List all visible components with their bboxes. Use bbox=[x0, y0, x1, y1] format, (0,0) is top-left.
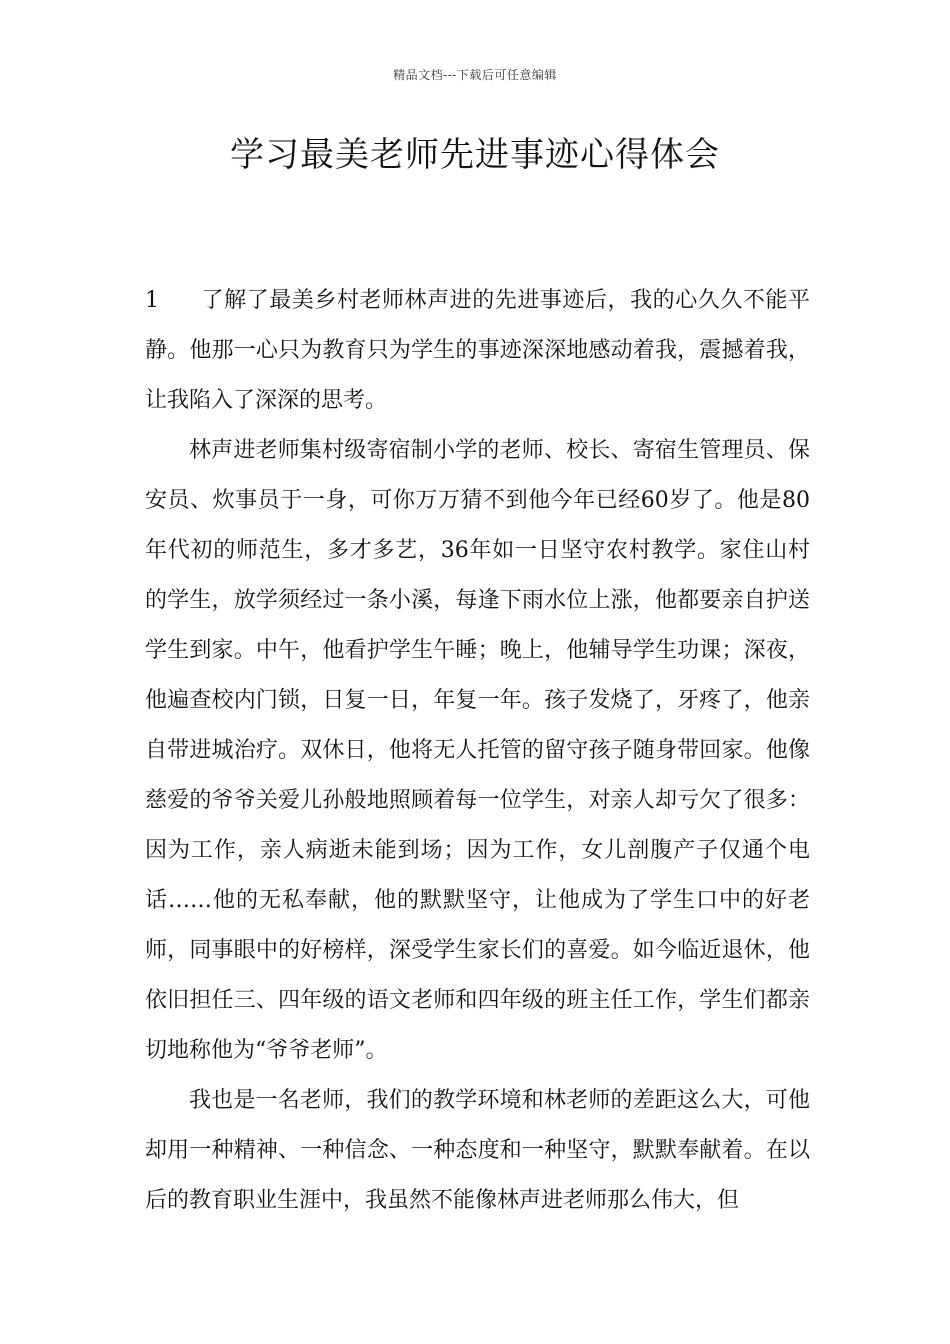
document-body bbox=[145, 276, 810, 1226]
paragraph-2 bbox=[145, 426, 810, 1076]
header-note: 精品文档---下载后可任意编辑 bbox=[393, 68, 557, 82]
paragraph-1 bbox=[145, 276, 810, 426]
paragraph-number: 1 bbox=[145, 288, 159, 313]
paragraph-text: 我也是一名老师，我们的教学环境和林老师的差距这么大，可他却用一种精神、一种信念、一种态度和一种坚守，默默奉献着。在以后的教育职业生涯中，我虽然不能像林声进老师那么伟大，但 bbox=[145, 1088, 810, 1213]
paragraph-3 bbox=[145, 1076, 810, 1226]
paragraph-text: 了解了最美乡村老师林声进的先进事迹后，我的心久久不能平静。他那一心只为教育只为学生的事迹深深地感动着我，震撼着我，让我陷入了深深的思考。 bbox=[145, 288, 810, 413]
paragraph-text: 林声进老师集村级寄宿制小学的老师、校长、寄宿生管理员、保安员、炊事员于一身，可你万万猜不到他今年已经60岁了。他是80年代初的师范生，多才多艺，36年如一日坚守农村教学。家住山村的学生，放学须经过一条小溪，每逢下雨水位上涨，他都要亲自护送学生到家。中午，他看护学生午睡；晚上，他辅导学生功课；深夜，他遍查校内门锁，日复一日，年复一年。孩子发烧了，牙疼了，他亲自带进城治疗。双休日，他将无人托管的留守孩子随身带回家。他像慈爱的爷爷关爱儿孙般地照顾着每一位学生，对亲人却亏欠了很多：因为工作，亲人病逝未能到场；因为工作，女儿剖腹产子仅通个电话……他的无私奉献，他的默默坚守，让他成为了学生口中的好老师，同事眼中的好榜样，深受学生家长们的喜爱。如今临近退休，他依旧担任三、四年级的语文老师和四年级的班主任工作，学生们都亲切地称他为“爷爷老师”。 bbox=[145, 438, 810, 1063]
document-title: 学习最美老师先进事迹心得体会 bbox=[230, 135, 720, 175]
